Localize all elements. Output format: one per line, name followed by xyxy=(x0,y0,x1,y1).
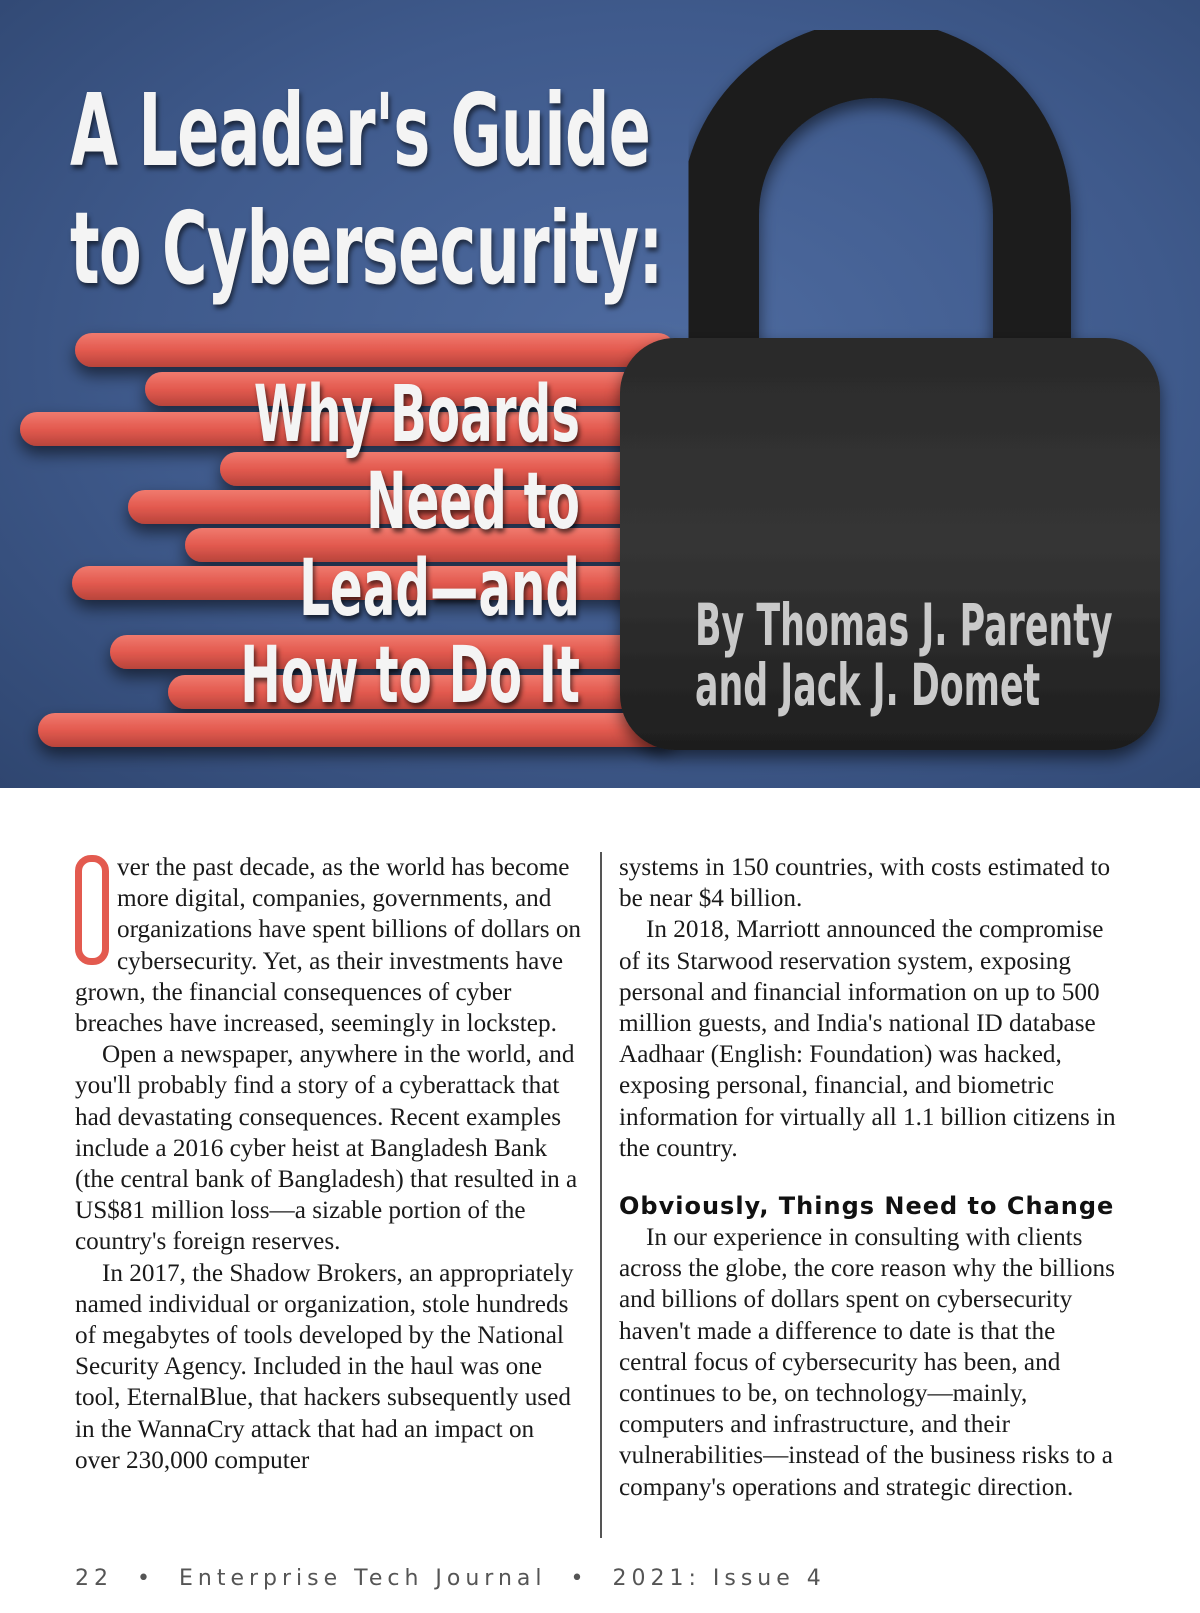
article-paragraph xyxy=(75,852,585,1039)
article-paragraph: In 2017, the Shadow Brokers, an appropriately named individual or organization, stole hundreds of megabytes of tools developed by the National Security Agency. Included in the haul was one tool, EternalBlue, that hackers subsequently used in the WannaCry attack that had an impact on over 230,000 computer xyxy=(75,1259,574,1474)
article-paragraph: Open a newspaper, anywhere in the world, and you'll probably find a story of a cyberattack that had devastating consequences. Recent examples include a 2016 cyber heist at Bangladesh Bank (the central bank of Bangladesh) that resulted in a US$81 million loss—a sizable portion of the country's foreign reserves. xyxy=(75,1041,578,1256)
article-paragraph: In 2018, Marriott announced the compromise of its Starwood reservation system, exposing personal and financial information on up to 500 million guests, and India's national ID database Aadhaar (English: Foundation) was hacked, exposing personal, financial, and biometric information for virtually all 1.1 billion citizens in the country. xyxy=(619,916,1116,1162)
drop-cap-o xyxy=(75,855,109,965)
page-number: 22 xyxy=(75,1566,113,1591)
author-byline: By Thomas J. Parenty and Jack J. Domet xyxy=(695,591,1113,719)
column-divider xyxy=(600,852,602,1538)
issue-label: 2021: Issue 4 xyxy=(612,1566,826,1591)
article-paragraph: systems in 150 countries, with costs estimated to be near $4 billion. xyxy=(619,854,1111,913)
article-left-column xyxy=(75,852,585,1476)
hero-banner xyxy=(0,0,1200,788)
paragraph-text: ver the past decade, as the world has become more digital, companies, governments, and organizations have spent billions of dollars on cybersecurity. xyxy=(117,854,582,975)
paragraph-text: Yet, as their investments have grown, the financial consequences of cyber breaches have increased, seemingly in lockstep. xyxy=(75,947,564,1038)
page-footer xyxy=(75,1566,826,1591)
publication-name: Enterprise Tech Journal xyxy=(178,1566,547,1591)
section-heading: Obviously, Things Need to Change xyxy=(619,1192,1115,1221)
article-title: A Leader's Guide to Cybersecurity: xyxy=(70,72,663,307)
footer-separator: • xyxy=(137,1566,155,1591)
article-subtitle: Why Boards Need to Lead—and How to Do It xyxy=(240,370,580,721)
article-right-column xyxy=(619,852,1129,1503)
article-paragraph: In our experience in consulting with clients across the globe, the core reason why the billions and billions of dollars spent on cybersecurity haven't made a difference to date is that the central focus of cybersecurity has been, and continues to be, on technology—mainly, computers and infrastructure, and their vulnerabilities—instead of the business risks to a company's operations and strategic direction. xyxy=(619,1224,1115,1501)
footer-separator: • xyxy=(570,1566,589,1591)
